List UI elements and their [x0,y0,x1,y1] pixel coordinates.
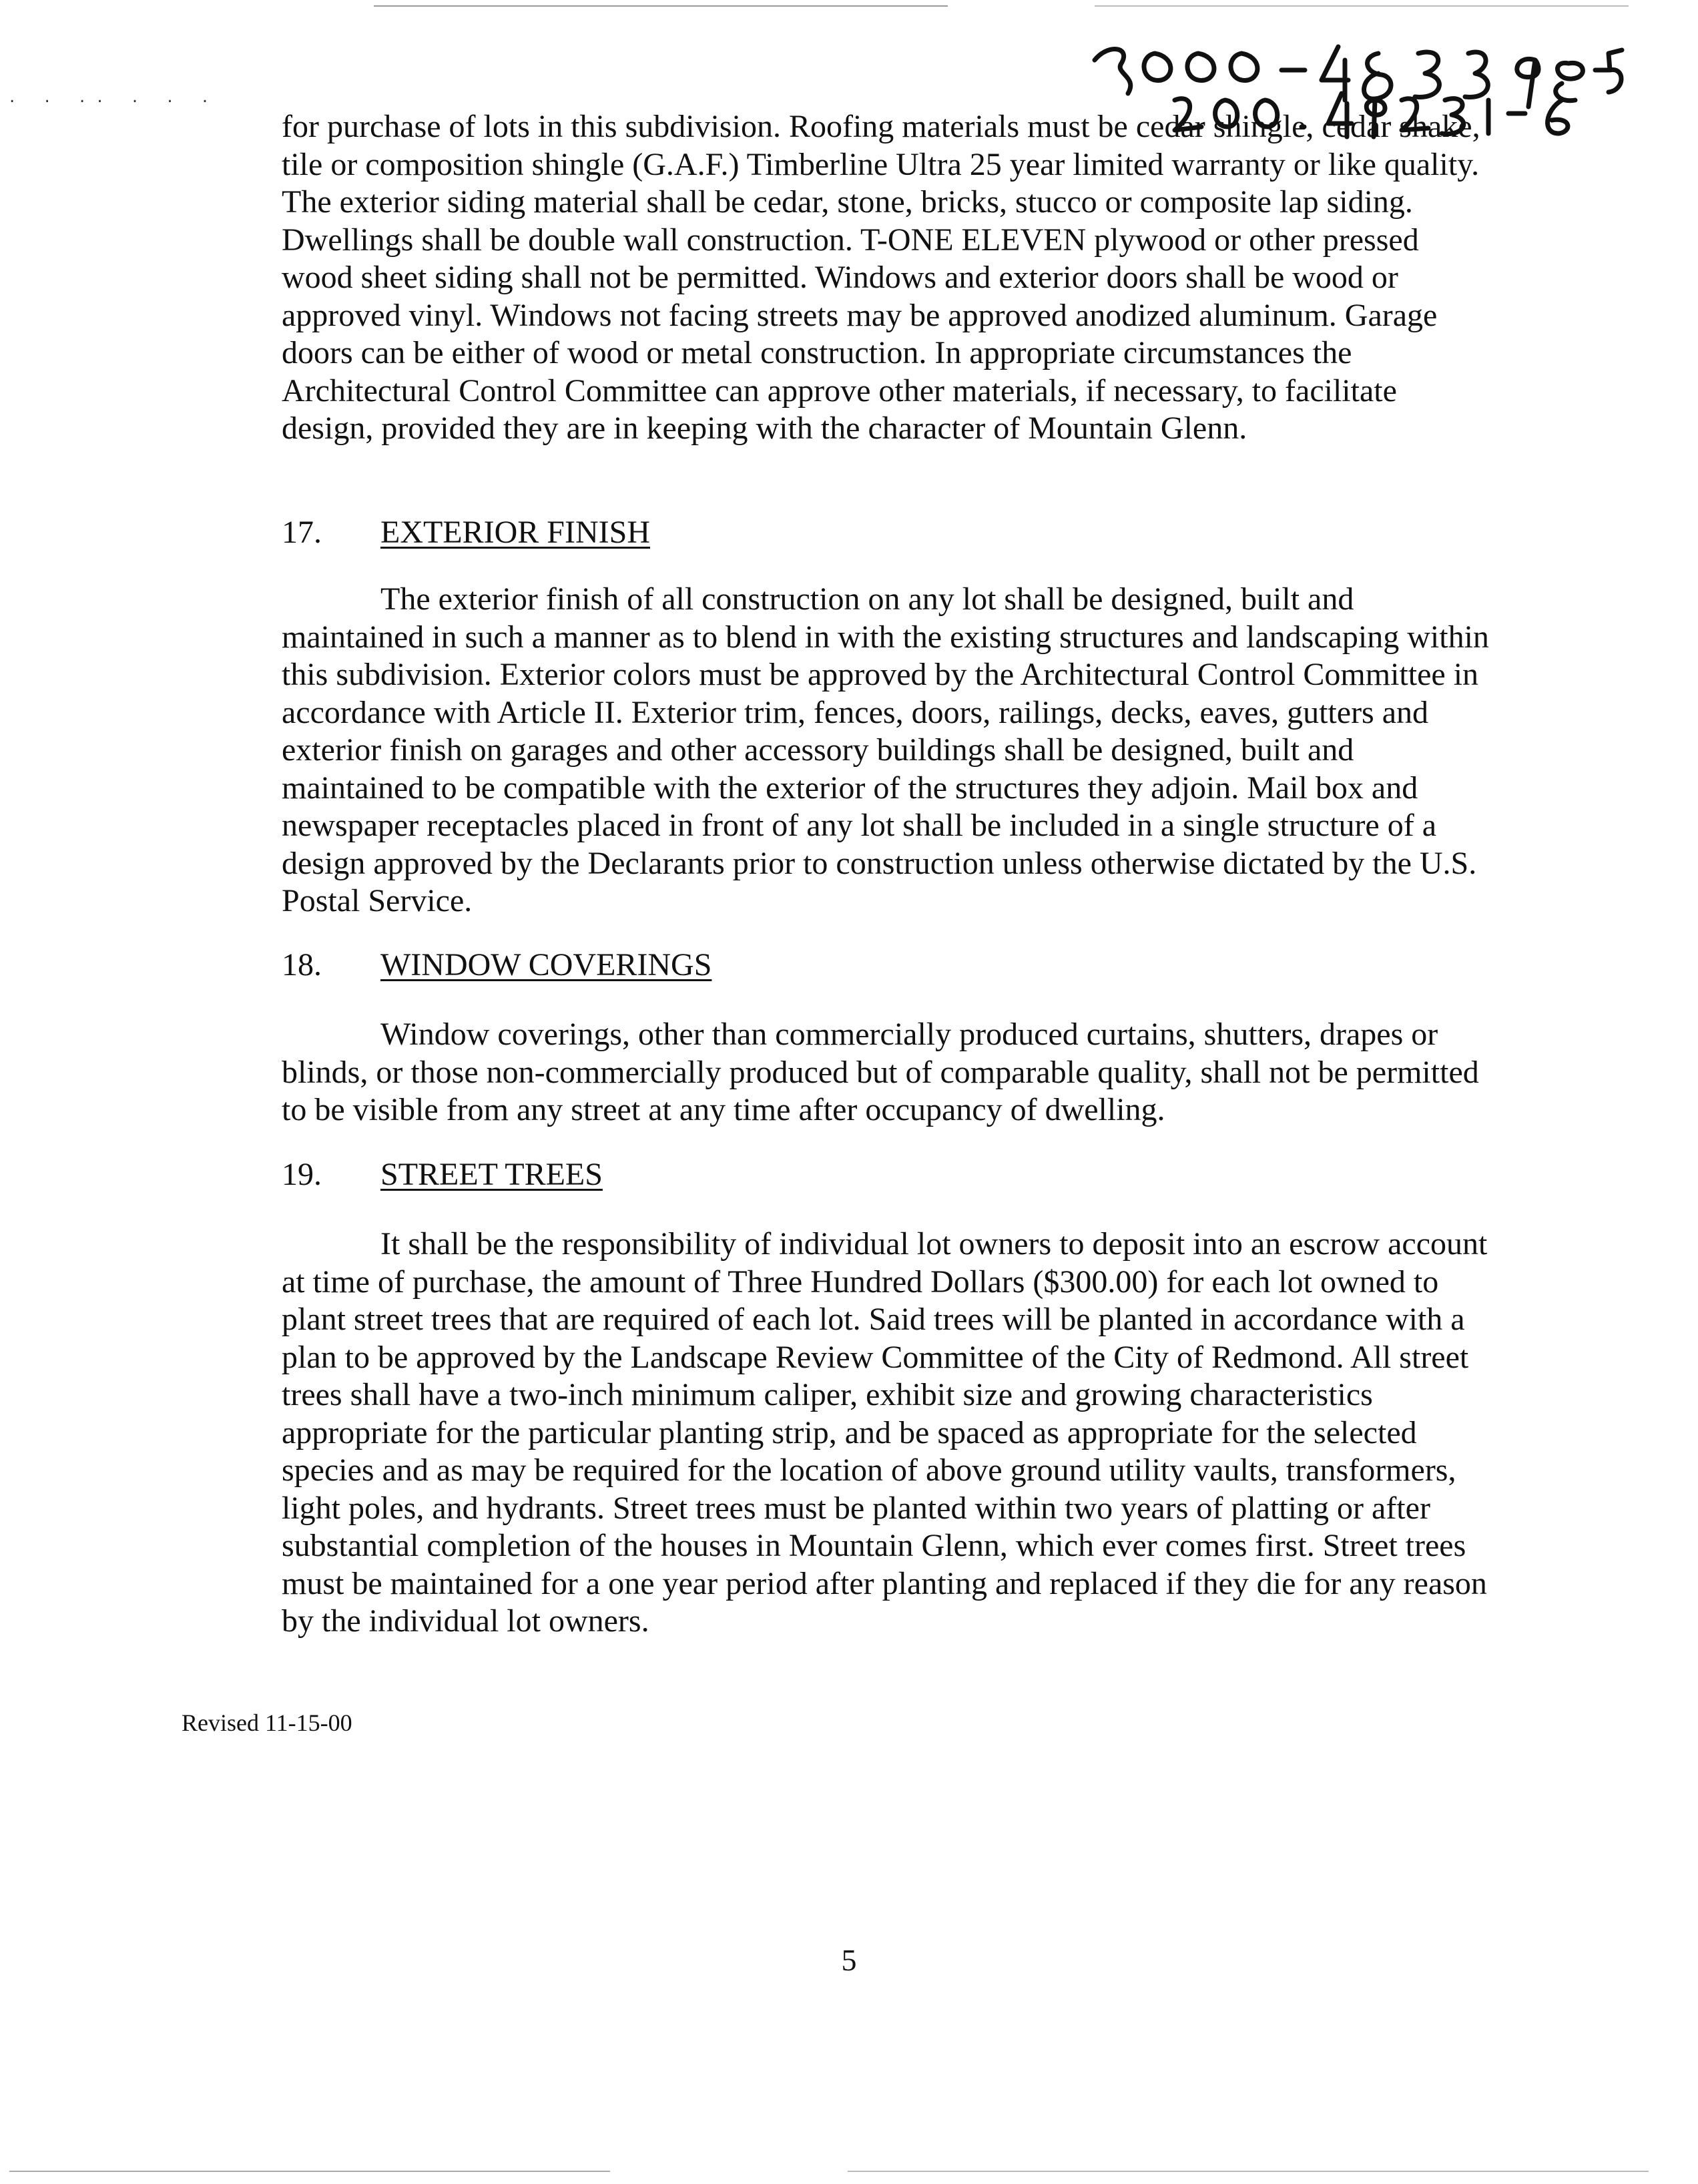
scan-artifact-top-line [374,5,948,7]
revised-date-footer: Revised 11-15-00 [182,1709,352,1736]
section-17-body-block [282,581,1496,920]
section-17-body: The exterior finish of all construction on any lot shall be designed, built and maintained in such a manner as to blend in with the existing structures and landscaping within this subdivision. Exterior colors must be approved by the Architectural Control Committee in accordance with Article II. Exterior trim, fences, doors, railings, decks, eaves, gutters and exterior finish on garages and other accessory buildings shall be designed, built and maintained to be compatible with the exterior of the structures they adjoin. Mail box and newspaper receptacles placed in front of any lot shall be included in a single structure of a design approved by the Declarants prior to construction unless otherwise dictated by the U.S. Postal Service. [282,581,1489,918]
scan-artifact-top-line-right [1095,5,1629,7]
section-19-number: 19. [282,1157,322,1192]
section-18-body: Window coverings, other than commercially produced curtains, shutters, drapes or blinds, or those non-commercially produced but of comparable quality, shall not be permitted to be visible from any street at any time after occupancy of dwelling. [282,1017,1479,1127]
section-19-heading [282,1156,603,1193]
section-18-number: 18. [282,947,322,983]
scan-artifact-bottom-line [9,2171,610,2172]
scan-artifact-dots: . . .. . . . [9,87,220,107]
scan-artifact-bottom-line-right [848,2171,1649,2172]
intro-paragraph: for purchase of lots in this subdivision. Roofing materials must be cedar shingle, cedar shake, tile or composition shingle (G.A.F.) Timberline Ultra 25 year limited warranty or like quality. The exterior siding material shall be cedar, stone, bricks, stucco or composite lap siding. Dwellings shall be double wall construction. T-ONE ELEVEN plywood or other pressed wood sheet siding shall not be permitted. Windows and exterior doors shall be wood or approved vinyl. Windows not facing streets may be approved anodized aluminum. Garage doors can be either of wood or metal construction. In appropriate circumstances the Architectural Control Committee can approve other materials, if necessary, to facilitate design, provided they are in keeping with the character of Mountain Glenn. [282,109,1480,446]
section-19-title: STREET TREES [380,1157,603,1192]
section-17-number: 17. [282,515,322,550]
section-18-body-block [282,1016,1496,1129]
section-19-body-block [282,1225,1496,1641]
intro-paragraph-block [282,108,1496,448]
section-17-heading [282,514,650,551]
page-number: 5 [841,1943,857,1977]
section-19-body: It shall be the responsibility of individual lot owners to deposit into an escrow account at time of purchase, the amount of Three Hundred Dollars ($300.00) for each lot owned to plant street trees that are required of each lot. Said trees will be planted in accordance with a plan to be approved by the Landscape Review Committee of the City of Redmond. All street trees shall have a two-inch minimum caliper, exhibit size and growing characteristics appropriate for the particular planting strip, and be spaced as appropriate for the selected species and as may be required for the location of above ground utility vaults, transformers, light poles, and hydrants. Street trees must be planted within two years of platting or after substantial completion of the houses in Mountain Glenn, which ever comes first. Street trees must be maintained for a one year period after planting and replaced if they die for any reason by the individual lot owners. [282,1226,1488,1639]
section-17-title: EXTERIOR FINISH [380,515,650,550]
section-18-title: WINDOW COVERINGS [380,947,712,983]
section-18-heading [282,946,712,984]
